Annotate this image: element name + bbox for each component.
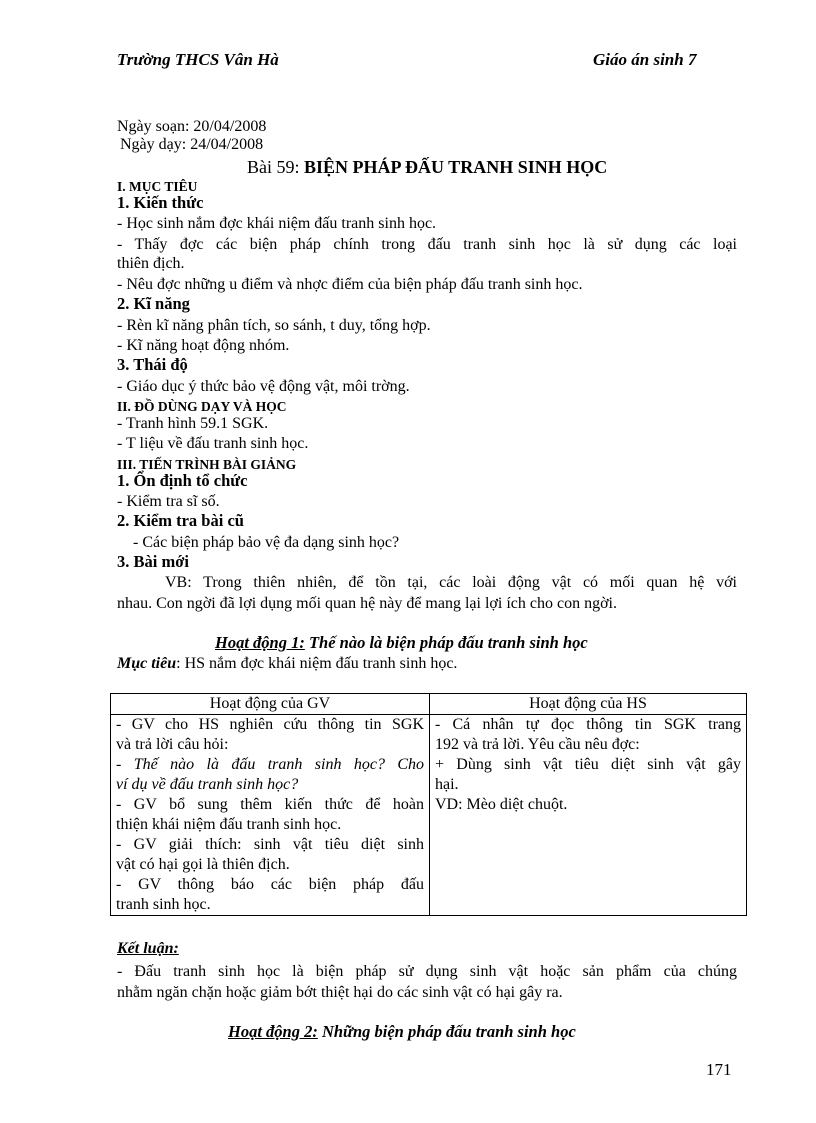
knowledge-item: - Thấy đợc các biện pháp chính trong đấu tranh sinh học là sử dụng các loại [117,236,737,253]
prep-date: Ngày soạn: 20/04/2008 [117,118,267,135]
gv-line: thiện khái niệm đấu tranh sinh học. [116,816,342,833]
check-item: - Các biện pháp bảo vệ đa dạng sinh học? [133,534,400,551]
lesson-number: Bài 59: [247,157,300,177]
activity1-goal [117,654,457,674]
org-heading: 1. Ổn định tổ chức [117,471,248,490]
hs-cell [430,715,747,916]
section-objectives-heading: I. MỤC TIÊU [117,179,198,194]
gv-line: vật có hại gọi là thiên địch. [116,856,290,873]
conclusion-line: - Đấu tranh sinh học là biện pháp sử dụng sinh vật hoặc sản phẩm của chúng [117,963,737,980]
activity-table [110,693,747,916]
knowledge-item: - Học sinh nắm đợc khái niệm đấu tranh sinh học. [117,215,437,232]
gv-line: - GV cho HS nghiên cứu thông tin SGK [116,716,424,733]
section-materials-heading: II. ĐỒ DÙNG DẠY VÀ HỌC [117,399,287,414]
goal-label: Mục tiêu [117,655,177,672]
hs-line: VD: Mèo diệt chuột. [435,796,568,813]
table-header: Hoạt động của GV [111,694,430,715]
hs-line: hại. [435,776,459,793]
gv-line: và trả lời câu hỏi: [116,736,229,753]
activity2-text: Những biện pháp đấu tranh sinh học [317,1022,576,1041]
knowledge-item: - Nêu đợc những u điểm và nhợc điểm của biện pháp đấu tranh sinh học. [117,276,583,293]
table-header: Hoạt động của HS [430,694,747,715]
table-row [111,715,747,916]
intro-line: VB: Trong thiên nhiên, để tồn tại, các loài động vật có mối quan hệ với [165,574,737,591]
gv-line: ví dụ về đấu tranh sinh học? [116,776,299,793]
attitude-heading: 3. Thái độ [117,355,188,374]
section-procedure-heading: III. TIẾN TRÌNH BÀI GIẢNG [117,457,297,472]
goal-text: : HS nắm đợc khái niệm đấu tranh sinh học. [176,655,458,672]
skills-item: - Kĩ năng hoạt động nhóm. [117,337,290,354]
gv-line: - GV thông báo các biện pháp đấu [116,876,424,893]
table-header-row [111,694,747,715]
knowledge-item: thiên địch. [117,255,185,272]
conclusion-line: nhằm ngăn chặn hoặc giảm bớt thiệt hại do các sinh vật có hại gây ra. [117,984,563,1001]
activity1-label: Hoạt động 1: [215,633,305,652]
gv-cell [111,715,430,916]
lesson-title [247,157,607,178]
skills-heading: 2. Kĩ năng [117,294,190,313]
org-item: - Kiểm tra sĩ số. [117,493,220,510]
gv-line: - Thế nào là đấu tranh sinh học? Cho [116,756,424,773]
materials-item: - Tranh hình 59.1 SGK. [117,415,269,432]
hs-line: - Cá nhân tự đọc thông tin SGK trang [435,716,741,733]
intro-line: nhau. Con ngời đã lợi dụng mối quan hệ này để mang lại lợi ích cho con ngời. [117,595,617,612]
activity2-label: Hoạt động 2: [228,1022,318,1041]
page-number: 171 [706,1060,732,1079]
activity1-text: Thế nào là biện pháp đấu tranh sinh học [304,633,588,652]
gv-line: - GV giải thích: sinh vật tiêu diệt sinh [116,836,424,853]
skills-item: - Rèn kĩ năng phân tích, so sánh, t duy, tổng hợp. [117,317,431,334]
teach-date: Ngày dạy: 24/04/2008 [120,136,264,153]
new-lesson-heading: 3. Bài mới [117,552,189,571]
lesson-name: BIỆN PHÁP ĐẤU TRANH SINH HỌC [304,157,608,177]
subject-name: Giáo án sinh 7 [593,50,697,69]
attitude-item: - Giáo dục ý thức bảo vệ động vật, môi trờng. [117,378,410,395]
conclusion-label: Kết luận: [117,940,179,957]
hs-line: + Dùng sinh vật tiêu diệt sinh vật gây [435,756,741,773]
gv-line: - GV bổ sung thêm kiến thức để hoàn [116,796,424,813]
activity2-title [228,1022,576,1042]
gv-line: tranh sinh học. [116,896,211,913]
school-name: Trường THCS Vân Hà [117,50,279,69]
knowledge-heading: 1. Kiến thức [117,193,204,212]
activity1-title [215,633,588,653]
materials-item: - T liệu về đấu tranh sinh học. [117,435,309,452]
check-heading: 2. Kiểm tra bài cũ [117,511,244,530]
hs-line: 192 và trả lời. Yêu cầu nêu đợc: [435,736,640,753]
